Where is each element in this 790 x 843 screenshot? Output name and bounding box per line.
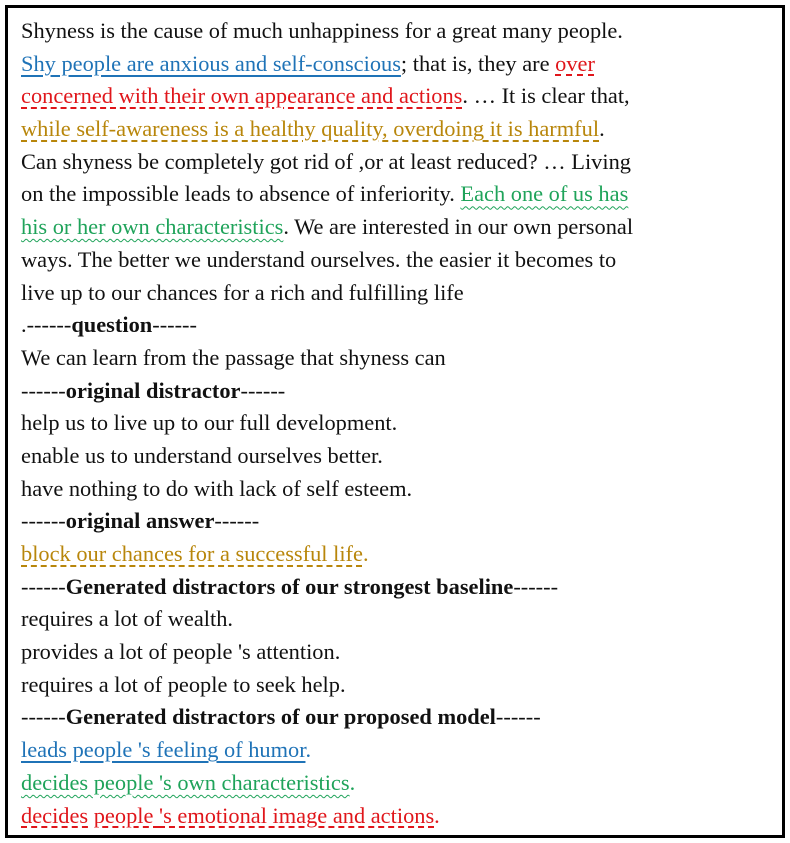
highlight-gold: while self-awareness is a healthy quality, overdoing it is harmful — [21, 116, 600, 142]
highlight-red: 's emotional image and actions — [159, 802, 435, 828]
proposed-item: leads people 's feeling of humor. — [21, 737, 312, 763]
proposed-header: ------Generated distractors of our proposed model------ — [21, 704, 541, 730]
highlight-gold: block our chances for a successful life — [21, 541, 363, 566]
highlight-green: his or her own characteristics — [21, 214, 284, 240]
highlight-blue: Shy people are anxious and self-conscious — [21, 50, 401, 76]
passage-line: while self-awareness is a healthy quality, overdoing it is harmful. — [21, 116, 605, 142]
original-answer-header: ------original answer------ — [21, 508, 260, 534]
passage-line: his or her own characteristics. We are interested in our own personal — [21, 214, 634, 240]
question-text: We can learn from the passage that shyness can — [21, 344, 446, 370]
original-distractor-item: help us to live up to our full development. — [21, 410, 398, 436]
passage-line: on the impossible leads to absence of inferiority. Each one of us has — [21, 181, 629, 207]
document-frame — [5, 5, 785, 838]
baseline-item: requires a lot of wealth. — [21, 606, 234, 632]
passage-line: Shy people are anxious and self-conscious; that is, they are over — [21, 50, 595, 76]
passage-line: Can shyness be completely got rid of ,or at least reduced? … Living — [21, 148, 631, 174]
highlight-red: over — [555, 50, 595, 76]
highlight-red: decides people — [21, 802, 160, 828]
baseline-item: requires a lot of people to seek help. — [21, 671, 346, 697]
passage-line: Shyness is the cause of much unhappiness for a great many people. — [21, 18, 623, 43]
baseline-item: provides a lot of people 's attention. — [21, 639, 341, 665]
passage-line: concerned with their own appearance and actions. … It is clear that, — [21, 83, 630, 109]
highlight-green: Each one of us has — [460, 181, 629, 207]
proposed-item: decides people 's emotional image and actions. — [21, 802, 440, 828]
question-header: .------question------ — [21, 312, 197, 338]
proposed-item: decides people 's own characteristics. — [21, 769, 356, 795]
passage-line: live up to our chances for a rich and fulfilling life — [21, 279, 464, 305]
highlight-blue: leads people 's feeling of humor — [21, 737, 306, 763]
document-content — [21, 15, 778, 832]
highlight-red: concerned with their own appearance and actions — [21, 83, 463, 109]
original-distractor-item: have nothing to do with lack of self esteem. — [21, 475, 413, 501]
original-answer-text: block our chances for a successful life. — [21, 541, 369, 566]
passage-line: ways. The better we understand ourselves. the easier it becomes to — [21, 246, 617, 272]
baseline-header: ------Generated distractors of our strongest baseline------ — [21, 573, 559, 599]
original-distractor-item: enable us to understand ourselves better. — [21, 442, 383, 468]
highlight-green: decides people 's own characteristics — [21, 769, 350, 795]
original-distractor-header: ------original distractor------ — [21, 377, 286, 403]
